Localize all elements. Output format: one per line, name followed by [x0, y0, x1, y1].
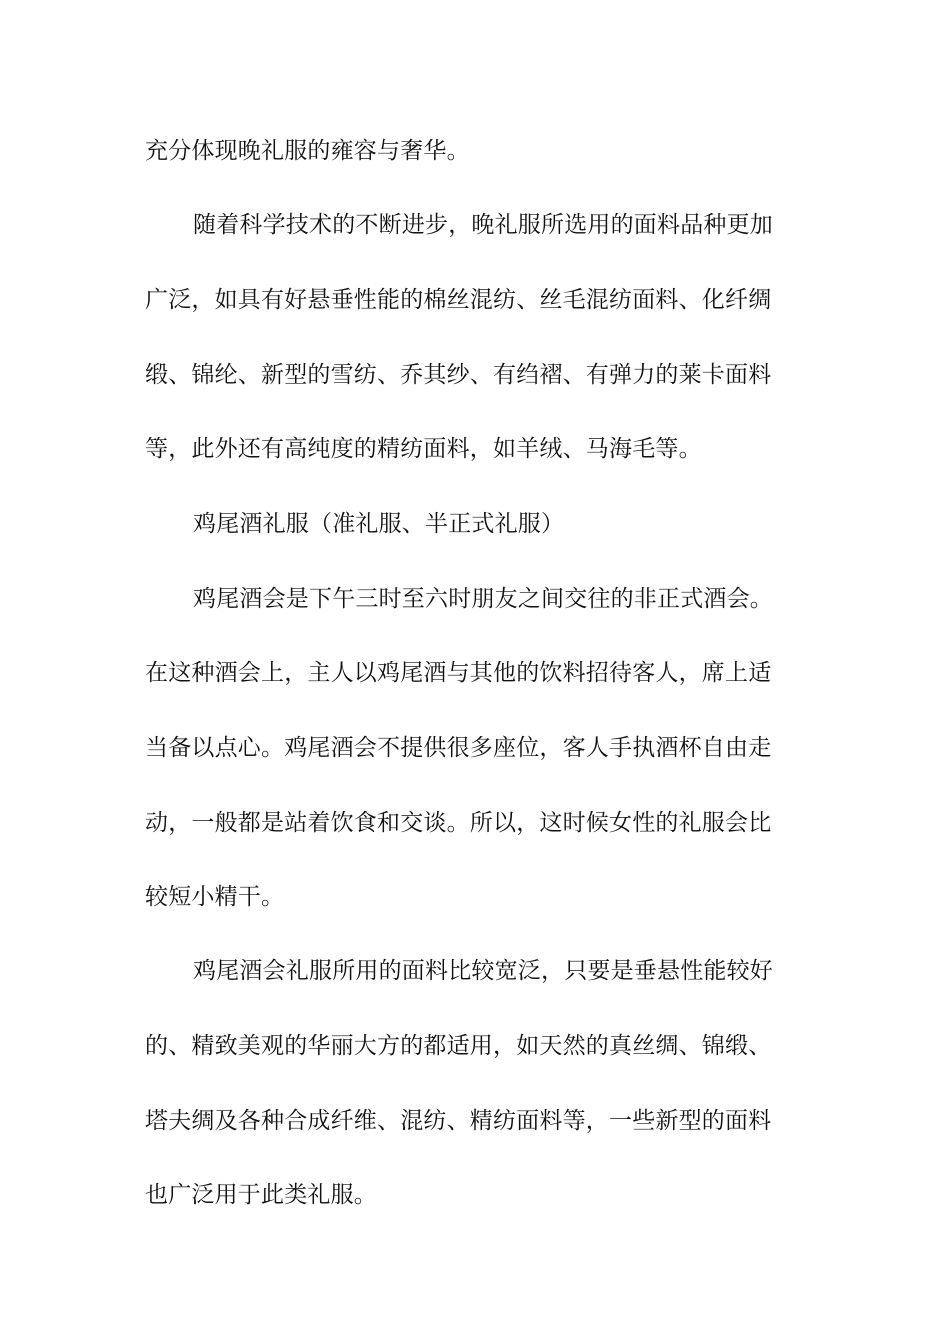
text-line-1: 充分体现晚礼服的雍容与奢华。 [145, 138, 470, 164]
text-line-14: 塔夫绸及各种合成纤维、混纺、精纺面料等，一些新型的面料 [145, 1108, 772, 1134]
section-heading: 鸡尾酒礼服（准礼服、半正式礼服） [193, 511, 565, 537]
text-line-10: 动，一般都是站着饮食和交谈。所以，这时候女性的礼服会比 [145, 810, 772, 836]
text-line-7: 鸡尾酒会是下午三时至六时朋友之间交往的非正式酒会。 [193, 586, 773, 612]
text-line-5: 等，此外还有高纯度的精纺面料，如羊绒、马海毛等。 [145, 436, 702, 462]
text-line-12: 鸡尾酒会礼服所用的面料比较宽泛，只要是垂悬性能较好 [193, 958, 773, 984]
text-line-9: 当备以点心。鸡尾酒会不提供很多座位，客人手执酒杯自由走 [145, 735, 772, 761]
text-line-15: 也广泛用于此类礼服。 [145, 1182, 377, 1208]
text-line-13: 的、精致美观的华丽大方的都适用，如天然的真丝绸、锦缎、 [145, 1033, 772, 1059]
text-line-8: 在这种酒会上，主人以鸡尾酒与其他的饮料招待客人，席上适 [145, 660, 772, 686]
text-line-11: 较短小精干。 [145, 884, 285, 910]
text-line-3: 广泛，如具有好悬垂性能的棉丝混纺、丝毛混纺面料、化纤绸 [145, 287, 772, 313]
text-line-4: 缎、锦纶、新型的雪纺、乔其纱、有绉褶、有弹力的莱卡面料 [145, 362, 772, 388]
text-line-2: 随着科学技术的不断进步，晚礼服所选用的面料品种更加 [193, 212, 773, 238]
